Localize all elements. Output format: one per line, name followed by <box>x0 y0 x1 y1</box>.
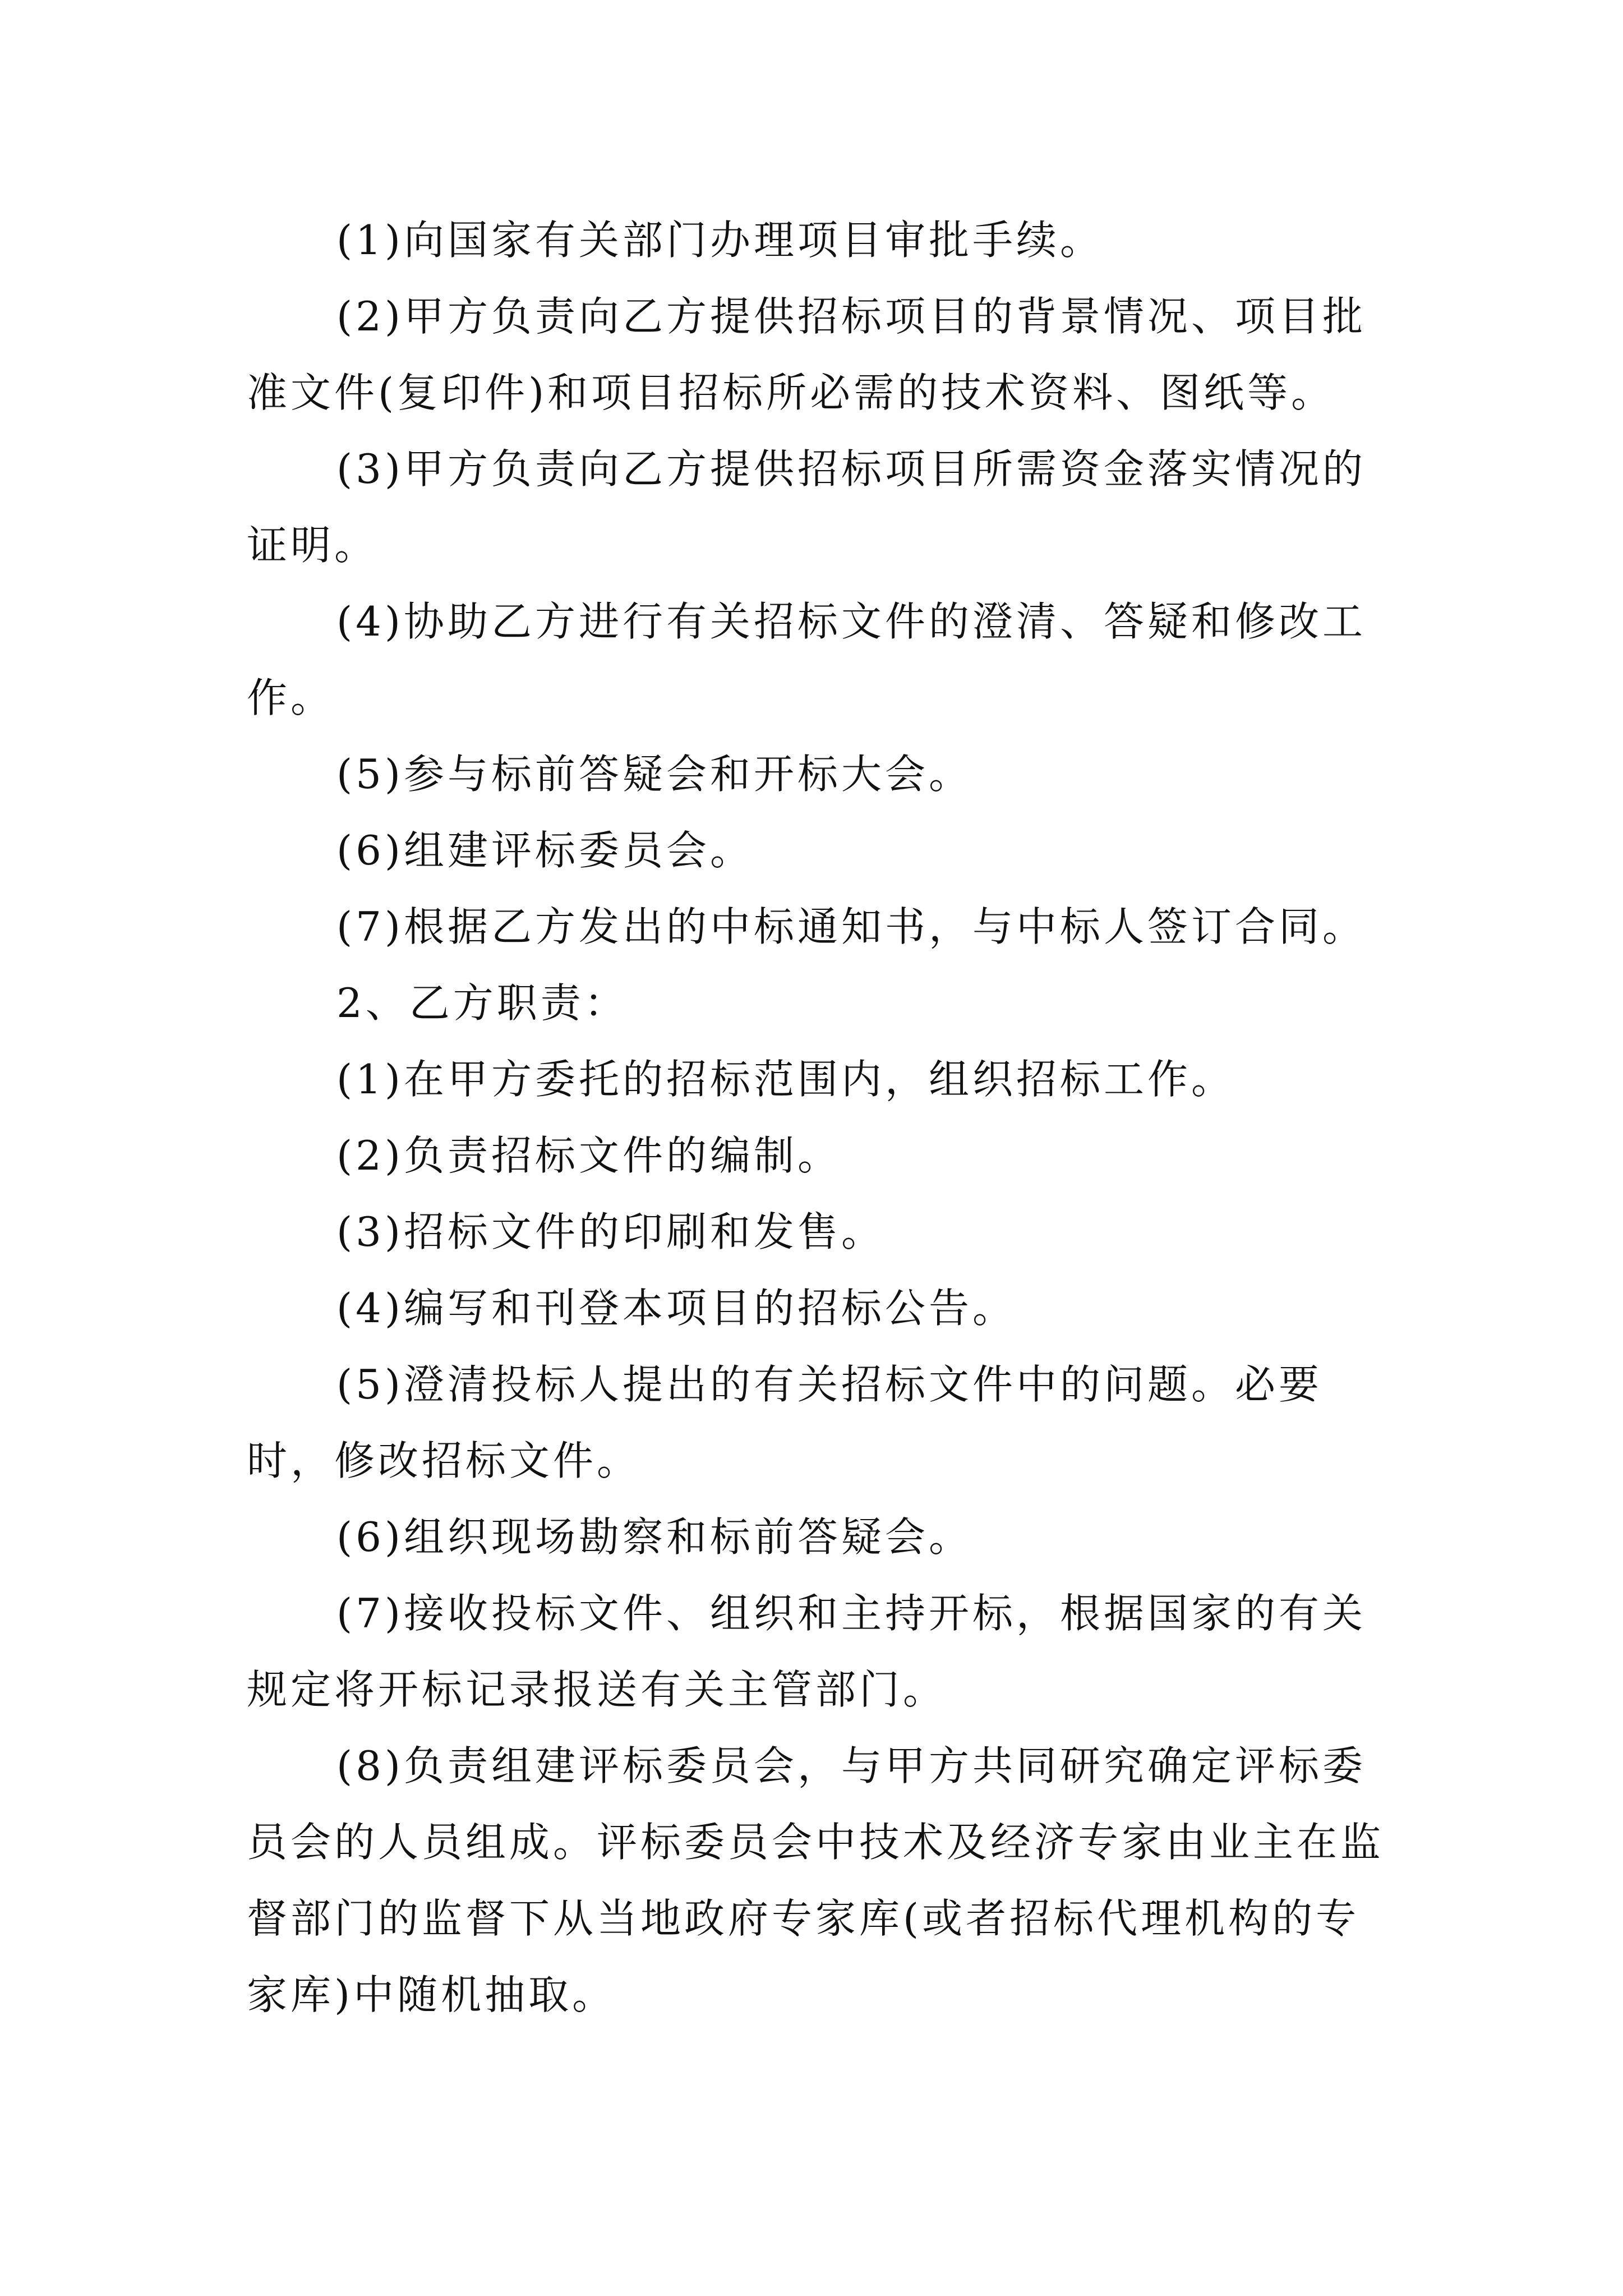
paragraph: (1)向国家有关部门办理项目审批手续。 <box>336 217 1104 264</box>
paragraph: (1)在甲方委托的招标范围内，组织招标工作。 <box>336 1056 1235 1103</box>
paragraph: (4)协助乙方进行有关招标文件的澄清、答疑和修改工作。 <box>247 598 1366 721</box>
paragraph: (4)编写和刊登本项目的招标公告。 <box>336 1285 1016 1332</box>
paragraph: (2)负责招标文件的编制。 <box>336 1132 841 1179</box>
paragraph: (3)招标文件的印刷和发售。 <box>336 1208 885 1255</box>
paragraph: (5)澄清投标人提出的有关招标文件中的问题。必要时，修改招标文件。 <box>247 1361 1322 1484</box>
paragraph: (6)组建评标委员会。 <box>336 827 754 874</box>
paragraph: (7)接收投标文件、组织和主持开标，根据国家的有关规定将开标记录报送有关主管部门。 <box>247 1590 1366 1713</box>
paragraph: (3)甲方负责向乙方提供招标项目所需资金落实情况的证明。 <box>247 445 1366 569</box>
section-heading: 2、乙方职责： <box>336 979 628 1027</box>
paragraph: (8)负责组建评标委员会，与甲方共同研究确定评标委员会的人员组成。评标委员会中技术及经济专家由业主在监督部门的监督下从当地政府专家库(或者招标代理机构的专家库)中随机抽取。 <box>247 1742 1385 2018</box>
paragraph: (6)组织现场勘察和标前答疑会。 <box>336 1513 972 1561</box>
paragraph: (7)根据乙方发出的中标通知书，与中标人签订合同。 <box>336 903 1366 950</box>
paragraph: (2)甲方负责向乙方提供招标项目的背景情况、项目批准文件(复印件)和项目招标所必需的技术资料、图纸等。 <box>247 293 1366 416</box>
document-body <box>247 202 1391 2033</box>
paragraph: (5)参与标前答疑会和开标大会。 <box>336 751 972 798</box>
